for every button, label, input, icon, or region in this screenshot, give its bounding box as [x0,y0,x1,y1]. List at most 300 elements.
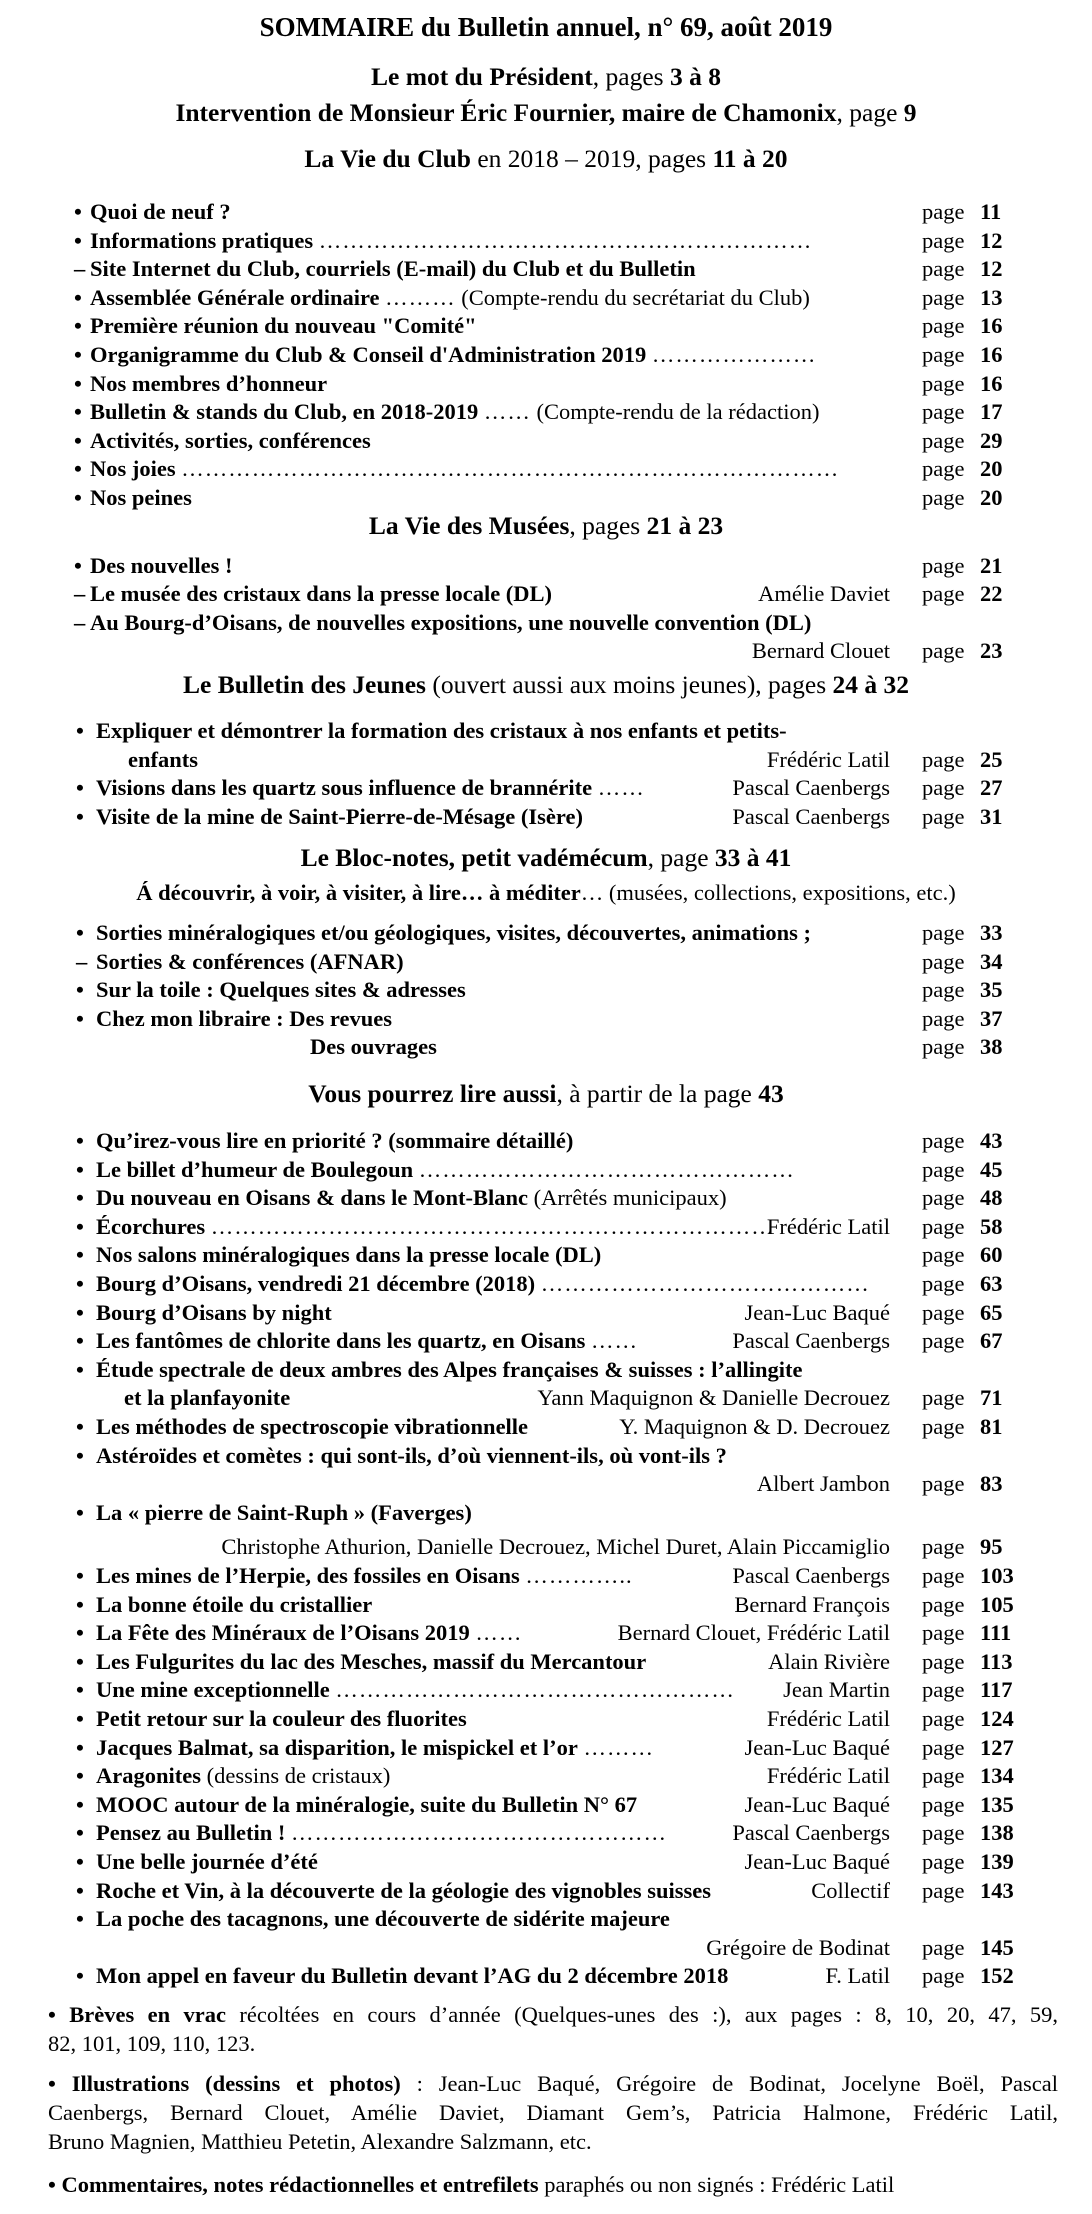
entry-title: Mon appel en faveur du Bulletin devant l’AG du 2 décembre 2018 [96,1963,729,1989]
toc-row [0,1498,1092,1528]
entry-title: Une mine exceptionnelle [96,1677,330,1703]
bullet-mark: • [74,427,82,453]
bullet-mark: • [76,1820,84,1846]
page-number: 105 [980,1591,1014,1617]
entry-title: Nos membres d’honneur [90,370,328,396]
bullet-mark: • [76,1414,84,1439]
entry-text [96,1904,670,1934]
entry-title: Les Fulgurites du lac des Mesches, massif du Mercantour [96,1648,647,1674]
page-number: 58 [980,1213,1003,1239]
page-number: 152 [980,1963,1014,1989]
entry-author: Albert Jambon [756,1471,890,1497]
entry-text [90,551,233,581]
section-heading-club: La Vie du Club en 2018 – 2019, pages 11 à 20 [304,144,788,173]
entry-text [96,1326,638,1356]
entry-title: MOOC autour de la minéralogie, suite du Bulletin N° 67 [96,1791,638,1817]
page-word: page [922,370,965,396]
page-word: page [922,1648,965,1674]
page-word: page [922,1763,965,1789]
bullet-mark: • [76,1299,84,1325]
page-word: page [922,775,965,800]
bullet-mark: • [76,1791,84,1817]
toc-row [0,1876,1092,1906]
page-number: 139 [980,1849,1014,1874]
entry-text [96,1961,728,1991]
toc-row [0,311,1092,341]
page-word: page [922,1005,965,1031]
entry-text [90,397,819,427]
page-number: 35 [980,977,1003,1002]
toc-row [0,1240,1092,1270]
entry-author: Grégoire de Bodinat [706,1934,890,1960]
toc-row [0,1183,1092,1213]
page-word: page [922,1299,965,1325]
bullet-mark: • [76,1877,84,1903]
entry-text [96,802,583,832]
entry-author: Jean Martin [783,1677,890,1703]
page-word: page [922,256,965,282]
page-number: 33 [980,920,1003,945]
entry-text [96,1498,472,1528]
entry-author: Y. Maquignon & D. Decrouez [619,1414,890,1439]
entry-author: Yann Maquignon & Danielle Decrouez [537,1385,890,1411]
entry-title: Site Internet du Club, courriels (E-mail) du Club et du Bulletin [90,256,696,282]
page-number: 29 [980,427,1003,453]
summary-title [0,12,1092,43]
toc-row [0,1961,1092,1991]
entry-title: Première réunion du nouveau "Comité" [90,313,477,339]
page-word: page [922,1034,965,1059]
entry-text [96,1590,372,1620]
page-word: page [922,342,965,367]
page-word: page [922,199,965,224]
bullet-mark: • [76,1128,84,1153]
bullet-mark: • [76,803,84,829]
toc-row [0,1355,1092,1385]
entry-title: Bulletin & stands du Club, en 2018-2019 [90,399,479,425]
toc-row [0,1761,1092,1791]
page-number: 43 [980,1128,1003,1153]
entry-text [96,1561,633,1591]
toc-row [0,975,1092,1005]
bullet-mark: • [76,718,84,743]
entry-text [96,1183,727,1213]
toc-row [0,1469,1092,1499]
toc-row [0,802,1092,832]
entry-author: Frédéric Latil [766,1213,890,1239]
entry-text [90,340,816,370]
entry-title: La bonne étoile du cristallier [96,1591,373,1617]
bullet-mark: • [76,1156,84,1182]
page-number: 20 [980,456,1003,482]
entry-title: Jacques Balmat, sa disparition, le mispickel et l’or [96,1734,578,1760]
leader-dots: …………………………………… [540,1271,870,1296]
entry-text [124,1383,290,1413]
entry-text [96,1818,667,1848]
toc-row [0,608,1092,638]
toc-row [0,1647,1092,1677]
entry-text [96,1704,467,1734]
bullet-mark: • [76,1271,84,1296]
entry-title: Des nouvelles ! [90,553,233,578]
president-line: Le mot du Président, pages 3 à 8 [371,62,721,91]
entry-author: Jean-Luc Baqué [744,1734,890,1760]
bullet-mark: • [76,1706,84,1731]
toc-row [0,636,1092,666]
entry-text [128,745,198,775]
bullet-mark: • [74,553,82,578]
entry-title: et la planfayonite [124,1385,291,1411]
bullet-mark: • [76,1442,84,1468]
entry-author: Pascal Caenbergs [732,775,890,800]
toc-row [0,1155,1092,1185]
entry-title: Nos peines [90,485,192,510]
entry-title: Les méthodes de spectroscopie vibrationnelle [96,1414,529,1439]
page-word: page [922,637,965,663]
entry-author: Jean-Luc Baqué [744,1849,890,1874]
leader-dots: ………………… [651,342,817,367]
entry-title: Sorties & conférences (AFNAR) [96,948,404,974]
page-word: page [922,553,965,578]
page-word: page [922,1385,965,1411]
toc-row [0,1212,1092,1242]
page-word: page [922,1563,965,1588]
page-number: 13 [980,284,1003,310]
page-number: 16 [980,370,1003,396]
entry-text [96,1847,318,1877]
toc-row [0,1733,1092,1763]
toc-row [0,1790,1092,1820]
toc-row [0,1383,1092,1413]
page-number: 127 [980,1734,1014,1760]
entry-author: Christophe Athurion, Danielle Decrouez, Michel Duret, Alain Piccamiglio [221,1534,890,1560]
page-word: page [922,1271,965,1296]
page-word: page [922,1185,965,1211]
entry-title: Le musée des cristaux dans la presse locale (DL) [90,581,553,607]
page-word: page [922,1706,965,1731]
page-word: page [922,977,965,1002]
page-number: 23 [980,637,1003,663]
entry-title: Sur la toile : Quelques sites & adresses [96,977,466,1002]
entry-title: Les mines de l’Herpie, des fossiles en Oisans [96,1563,520,1588]
intervention-line: Intervention de Monsieur Éric Fournier, maire de Chamonix, page 9 [175,98,917,127]
page-word: page [922,456,965,482]
page-number: 21 [980,553,1003,578]
page-number: 37 [980,1005,1003,1031]
entry-text [96,1618,522,1648]
page-word: page [922,1620,965,1646]
entry-note: (Compte-rendu de la rédaction) [536,399,820,425]
entry-text [96,1647,646,1677]
toc-row [0,340,1092,370]
entry-text [96,1126,573,1156]
page-word: page [922,746,965,772]
title-rest: du Bulletin annuel, n° 69, août 2019 [414,12,833,42]
entry-text [90,483,192,513]
page-number: 65 [980,1299,1003,1325]
entry-title: Du nouveau en Oisans & dans le Mont-Blanc [96,1185,528,1211]
entry-title: Étude spectrale de deux ambres des Alpes françaises & suisses : l’allingite [96,1356,803,1382]
entry-author: Pascal Caenbergs [732,803,890,829]
page-word: page [922,1734,965,1760]
section-heading-lire: Vous pourrez lire aussi, à partir de la page 43 [308,1079,784,1108]
entry-text [90,197,231,227]
toc-row [0,397,1092,427]
bullet-mark: • [74,227,82,253]
page-word: page [922,227,965,253]
entry-note: (dessins de cristaux) [206,1763,391,1789]
bullet-mark: – [74,256,86,282]
entry-text [96,1441,727,1471]
entry-title: La poche des tacagnons, une découverte de sidérite majeure [96,1906,670,1932]
entry-note: (Arrêtés municipaux) [533,1185,727,1211]
entry-title: Expliquer et démontrer la formation des cristaux à nos enfants et petits- [96,718,787,743]
entry-text [90,454,839,484]
entry-title: Une belle journée d’été [96,1849,318,1874]
leader-dots: ………………………………………… [418,1156,795,1182]
page-word: page [922,920,965,945]
page-word: page [922,427,965,453]
bullet-mark: • [74,284,82,310]
entry-title: Organigramme du Club & Conseil d'Administration 2019 [90,342,647,367]
entry-author: Collectif [811,1877,890,1903]
bullet-mark: • [76,1005,84,1031]
page-word: page [922,948,965,974]
entry-title: Écorchures [96,1213,206,1239]
entry-title: Aragonites [96,1763,201,1789]
page-number: 34 [980,948,1003,974]
page-word: page [922,1963,965,1989]
entry-title: Roche et Vin, à la découverte de la géologie des vignobles suisses [96,1877,711,1903]
page-word: page [922,803,965,829]
toc-row [0,483,1092,513]
entry-title: Nos joies [90,456,176,482]
bullet-mark: • [76,1563,84,1588]
entry-text [90,426,371,456]
page-number: 81 [980,1414,1003,1439]
entry-title: Sorties minéralogiques et/ou géologiques, visites, découvertes, animations ; [96,920,811,945]
entry-text [96,1004,392,1034]
entry-text [90,608,811,638]
bullet-mark: • [74,199,82,224]
toc-row [0,226,1092,256]
leader-dots: …………………………………………… [335,1677,735,1703]
entry-text [96,1733,654,1763]
leader-dots: ………….. [525,1563,633,1588]
entry-author: Frédéric Latil [766,746,890,772]
toc-row [0,745,1092,775]
entry-author: Alain Rivière [768,1648,890,1674]
bullet-mark: • [74,342,82,367]
entry-title: Visite de la mine de Saint-Pierre-de-Mésage (Isère) [96,803,583,829]
entry-text [96,975,466,1005]
page-word: page [922,1471,965,1497]
entry-title: Pensez au Bulletin ! [96,1820,286,1846]
entry-title: Le billet d’humeur de Boulegoun [96,1156,414,1182]
bullet-mark: – [76,948,88,974]
page-number: 16 [980,313,1003,339]
page-number: 17 [980,399,1003,425]
entry-text [90,283,810,313]
bullet-mark: • [76,1906,84,1932]
entry-title: Informations pratiques [90,227,314,253]
toc-row [0,426,1092,456]
page-number: 135 [980,1791,1014,1817]
page-word: page [922,1934,965,1960]
entry-title: Des ouvrages [310,1034,437,1059]
bullet-mark: • [74,313,82,339]
page-word: page [922,1414,965,1439]
page-number: 60 [980,1242,1003,1268]
entry-author: Bernard François [734,1591,890,1617]
leader-dots: ………………………………………………………………………… [181,456,840,482]
toc-row [0,369,1092,399]
page-number: 143 [980,1877,1014,1903]
bullet-mark: • [76,1620,84,1646]
section-heading-musees: La Vie des Musées, pages 21 à 23 [368,511,724,540]
bullet-mark: • [76,1499,84,1525]
bullet-mark: • [76,1328,84,1354]
entry-title: La « pierre de Saint-Ruph » (Faverges) [96,1499,472,1525]
page-number: 103 [980,1563,1014,1588]
entry-text [90,311,477,341]
toc-row [0,551,1092,581]
page-number: 83 [980,1471,1003,1497]
entry-text [96,1298,332,1328]
toc-row [0,1269,1092,1299]
entry-author: Pascal Caenbergs [732,1563,890,1588]
page-word: page [922,1820,965,1846]
entry-title: Au Bourg-d’Oisans, de nouvelles expositions, une nouvelle convention (DL) [90,609,812,635]
commentaires-paragraph: • Commentaires, notes rédactionnelles et entrefilets paraphés ou non signés : Frédéric Latil [48,2172,895,2197]
bloc-subtitle: Á découvrir, à voir, à visiter, à lire… à méditer… (musées, collections, expositions, etc.) [136,880,956,905]
page-number: 45 [980,1156,1003,1182]
toc-row [0,1675,1092,1705]
leader-dots: ……… [385,284,456,310]
toc-row [0,1818,1092,1848]
bullet-mark: • [76,1185,84,1211]
section-heading-jeunes: Le Bulletin des Jeunes (ouvert aussi aux moins jeunes), pages 24 à 32 [183,670,909,699]
breves-paragraph: • Brèves en vrac récoltées en cours d’année (Quelques-unes des :), aux pages : 8, 10, 20, 47, 59, 82, 101, 109, 110, 123. [48,2002,1058,2056]
toc-row [0,283,1092,313]
leader-dots: …… [597,775,645,800]
page-word: page [922,1677,965,1703]
page-word: page [922,399,965,425]
toc-row [0,254,1092,284]
entry-title: Nos salons minéralogiques dans la presse locale (DL) [96,1242,602,1268]
entry-text [96,1761,390,1791]
page-number: 67 [980,1328,1003,1354]
entry-author: Jean-Luc Baqué [744,1299,890,1325]
page-word: page [922,313,965,339]
page-word: page [922,1534,965,1560]
page-number: 27 [980,775,1003,800]
page-word: page [922,1849,965,1874]
entry-author: Bernard Clouet [751,637,890,663]
bullet-mark: • [76,1734,84,1760]
entry-text [90,579,552,609]
page-word: page [922,1591,965,1617]
entry-title: Bourg d’Oisans, vendredi 21 décembre (2018) [96,1271,536,1296]
toc-row [0,947,1092,977]
toc-row [0,1032,1092,1062]
entry-title: Astéroïdes et comètes : qui sont-ils, d’où viennent-ils, où vont-ils ? [96,1442,727,1468]
entry-author: Jean-Luc Baqué [744,1791,890,1817]
bullet-mark: • [76,920,84,945]
entry-text [96,1790,637,1820]
entry-text [96,1412,528,1442]
entry-text [96,1212,775,1242]
toc-row [0,1326,1092,1356]
entry-text [96,1269,870,1299]
entry-title: Les fantômes de chlorite dans les quartz, en Oisans [96,1328,586,1354]
entry-text [90,254,696,284]
entry-text [310,1032,437,1062]
entry-text [96,1355,802,1385]
bullet-mark: • [76,1242,84,1268]
page-number: 95 [980,1534,1003,1560]
toc-row [0,1126,1092,1156]
page-number: 31 [980,803,1003,829]
page-word: page [922,1128,965,1153]
bullet-mark: • [76,1213,84,1239]
toc-row [0,1561,1092,1591]
page-number: 16 [980,342,1003,367]
entry-text [96,947,404,977]
entry-text [90,226,812,256]
entry-author: Amélie Daviet [758,581,890,607]
toc-row [0,1004,1092,1034]
page-number: 20 [980,485,1003,510]
entry-title: La Fête des Minéraux de l’Oisans 2019 [96,1620,470,1646]
toc-row [0,1933,1092,1963]
page-number: 38 [980,1034,1003,1059]
leader-dots: …… [483,399,531,425]
toc-row [0,454,1092,484]
entry-author: Pascal Caenbergs [732,1820,890,1846]
title-sommaire: SOMMAIRE [259,12,415,42]
toc-row [0,1590,1092,1620]
toc-row [0,1441,1092,1471]
bullet-mark: • [76,977,84,1002]
page-number: 25 [980,746,1003,772]
illustrations-paragraph: • Illustrations (dessins et photos) : Jean-Luc Baqué, Grégoire de Bodinat, Jocelyne Boël, Pascal Caenbergs, Bernard Clouet, Amélie Daviet, Diamant Gem’s, Patricia Halmone, Frédéric Latil, Bruno Magnien, Matthieu Petetin, Alexandre Salzmann, etc. [48,2071,1058,2154]
page-number: 145 [980,1934,1014,1960]
page-number: 111 [980,1620,1012,1646]
entry-text [96,716,787,746]
entry-title: Visions dans les quartz sous influence de brannérite [96,775,593,800]
bullet-mark: • [76,1591,84,1617]
entry-title: Chez mon libraire : Des revues [96,1005,392,1031]
entry-title: Qu’irez-vous lire en priorité ? (sommaire détaillé) [96,1128,574,1153]
bullet-mark: • [76,775,84,800]
entry-note: (Compte-rendu du secrétariat du Club) [461,284,810,310]
toc-row [0,1412,1092,1442]
entry-author: Frédéric Latil [766,1763,890,1789]
leader-dots: ……………………………………………………………… [210,1213,775,1239]
page-number: 134 [980,1763,1014,1789]
page-word: page [922,1156,965,1182]
page-number: 124 [980,1706,1014,1731]
entry-title: Quoi de neuf ? [90,199,231,224]
entry-title: Petit retour sur la couleur des fluorites [96,1706,467,1731]
entry-text [96,1240,601,1270]
page-number: 11 [980,199,1002,224]
bullet-mark: • [76,1849,84,1874]
entry-text [96,1876,711,1906]
toc-row [0,716,1092,746]
page-word: page [922,1213,965,1239]
